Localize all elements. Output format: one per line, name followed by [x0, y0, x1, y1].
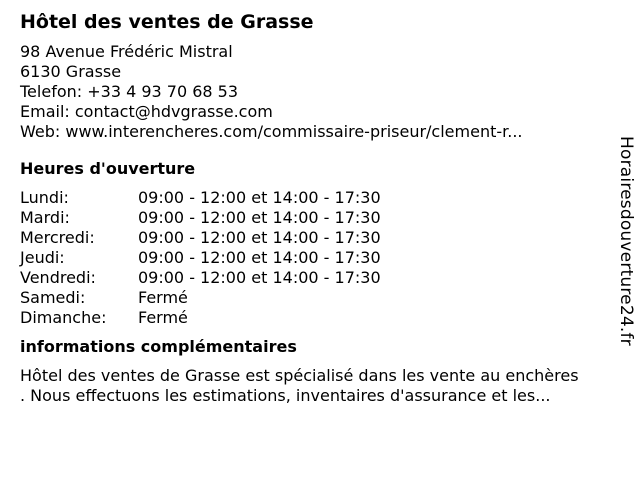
time-value: 09:00 - 12:00 et 14:00 - 17:30	[138, 268, 381, 287]
opening-hours-table	[20, 188, 620, 328]
address-line-2: 6130 Grasse	[20, 62, 122, 81]
day-label: Jeudi:	[20, 248, 65, 267]
hours-row-dimanche	[20, 308, 620, 328]
day-label: Vendredi:	[20, 268, 96, 287]
hours-row-samedi	[20, 288, 620, 308]
hours-row-jeudi	[20, 248, 620, 268]
hours-row-lundi	[20, 188, 620, 208]
phone-line: Telefon: +33 4 93 70 68 53	[20, 82, 239, 101]
business-card	[20, 8, 620, 406]
description-line-1: Hôtel des ventes de Grasse est spécialisé dans les vente au enchères	[20, 366, 579, 385]
email-line: Email: contact@hdvgrasse.com	[20, 102, 273, 121]
business-name: Hôtel des ventes de Grasse	[20, 11, 314, 33]
description	[20, 366, 620, 406]
day-label: Mercredi:	[20, 228, 95, 247]
time-value: 09:00 - 12:00 et 14:00 - 17:30	[138, 228, 381, 247]
time-value: 09:00 - 12:00 et 14:00 - 17:30	[138, 208, 381, 227]
time-value: 09:00 - 12:00 et 14:00 - 17:30	[138, 248, 381, 267]
time-value: Fermé	[138, 288, 188, 307]
opening-hours-title: Heures d'ouverture	[20, 159, 196, 178]
address-line-1: 98 Avenue Frédéric Mistral	[20, 42, 233, 61]
time-value: 09:00 - 12:00 et 14:00 - 17:30	[138, 188, 381, 207]
hours-row-mardi	[20, 208, 620, 228]
day-label: Samedi:	[20, 288, 86, 307]
extra-info-title: informations complémentaires	[20, 337, 297, 356]
hours-row-mercredi	[20, 228, 620, 248]
hours-row-vendredi	[20, 268, 620, 288]
day-label: Lundi:	[20, 188, 69, 207]
contact-block	[20, 42, 620, 142]
description-line-2: . Nous effectuons les estimations, inventaires d'assurance et les...	[20, 386, 551, 405]
time-value: Fermé	[138, 308, 188, 327]
web-line: Web: www.interencheres.com/commissaire-priseur/clement-r...	[20, 122, 523, 141]
day-label: Mardi:	[20, 208, 70, 227]
brand-watermark: Horairesdouverture24.fr	[616, 136, 636, 346]
day-label: Dimanche:	[20, 308, 107, 327]
